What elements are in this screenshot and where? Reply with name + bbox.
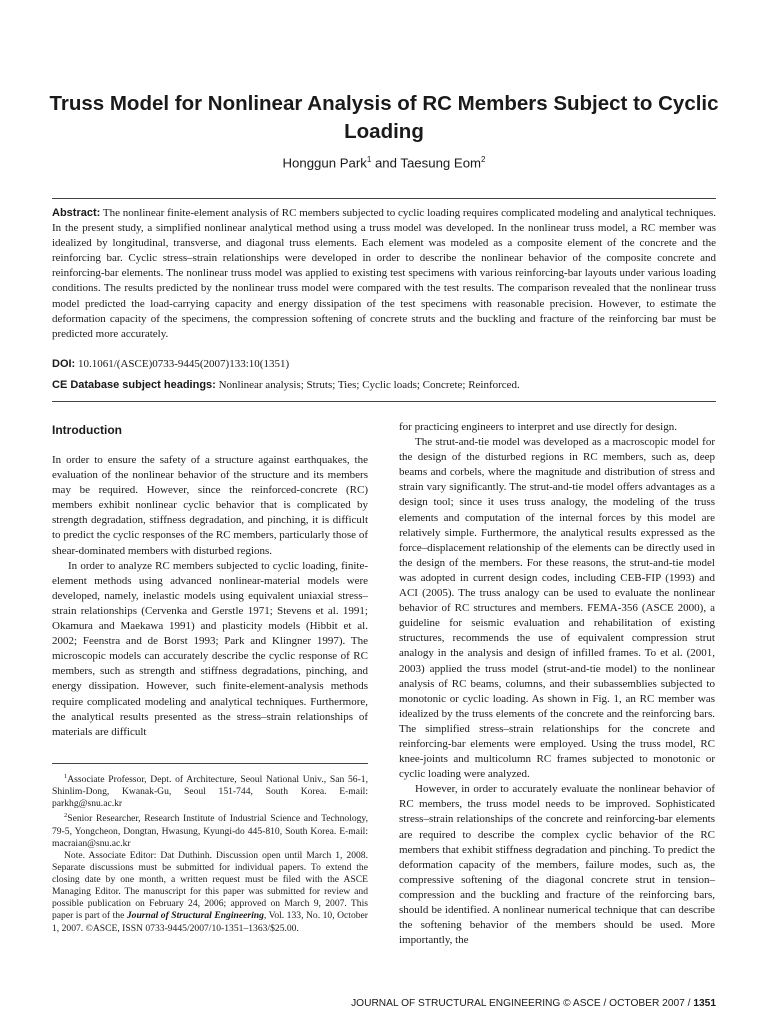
author-connector: and: [371, 155, 401, 171]
page-number: 1351: [693, 998, 716, 1009]
abstract-label: Abstract:: [52, 207, 101, 219]
journal-name: Journal of Structural Engineering: [126, 910, 264, 922]
body-paragraph: for practicing engineers to interpret and use directly for design.: [399, 421, 677, 433]
editorial-note-text: Note. Associate Editor: Dat Duthinh. Discussion open until March 1, 2008. Separate discussions must be submitted for individual papers. To extend the closing date by one month, a written request must be filed with the ASCE Managing Editor. The manuscript for this paper was submitted for review and possible publication on February 24, 2006; approved on March 9, 2007. This paper is part of the: [52, 849, 368, 922]
abstract-top-rule: [52, 198, 716, 199]
running-footer-text: JOURNAL OF STRUCTURAL ENGINEERING © ASCE / OCTOBER 2007 /: [351, 998, 694, 1009]
body-paragraph: In order to analyze RC members subjected to cyclic loading, finite-element methods using advanced nonlinear-material models were developed, namely, inelastic models using equivalent uniaxial stress–strain relationships (Cervenka and Gerstle 1971; Stevens et al. 1991; Okamura and Maekawa 1991) and plasticity models (Hibbit et al. 2002; Feenstra and de Borst 1993; Park and Klingner 1997). The microscopic models can accurately describe the cyclic response of RC members, such as strength and stiffness degradations, pinching, and energy dissipation. However, such finite-element-analysis methods require complicated modeling and analytical techniques. Furthermore, the analytical results presented as the stress–strain relationships of materials are difficult: [52, 559, 368, 738]
footnote-marker: 2: [64, 812, 68, 820]
footnote-affiliation-1: [52, 771, 368, 810]
paper-title: Truss Model for Nonlinear Analysis of RC Members Subject to Cyclic Loading: [49, 92, 719, 143]
author-affiliation-marker: 2: [481, 155, 486, 164]
author-affiliation-marker: 1: [366, 155, 372, 164]
author-name: Taesung Eom: [400, 155, 482, 171]
editorial-note: [52, 850, 368, 935]
footnote-affiliation-2: [52, 810, 368, 849]
author-name: Honggun Park: [282, 155, 367, 171]
abstract: [52, 206, 716, 342]
left-column-body: [52, 453, 368, 740]
footnote-text: Associate Professor, Dept. of Architecture, Seoul National Univ., San 56-1, Shinlim-Dong, Kwanak-Gu, Seoul 151-744, South Korea. E-mail: parkhg@snu.ac.kr: [52, 774, 368, 810]
footnote-text: Senior Researcher, Research Institute of Industrial Science and Technology, 79-5, Yongcheon, Dongtan, Hwasung, Kyungi-do 445-810, South Korea. E-mail: macraian@snu.ac.kr: [52, 813, 368, 849]
author-line: [40, 155, 728, 170]
doi-label: DOI:: [52, 358, 76, 370]
footnote-marker: 1: [64, 773, 68, 780]
right-column-body: [399, 420, 715, 948]
subject-headings-line: [52, 378, 716, 393]
footnote-separator: [52, 763, 368, 764]
running-footer: [52, 998, 716, 1009]
doi-value[interactable]: 10.1061/(ASCE)0733-9445(2007)133:10(1351): [77, 358, 290, 370]
abstract-bottom-rule: [52, 401, 716, 402]
body-paragraph: In order to ensure the safety of a structure against earthquakes, the evaluation of the nonlinear behavior of the structure and its members may be required. However, since the reinforced-concrete (RC) members exhibit nonlinear cyclic behavior that is complicated by strength degradation, stiffness degradation, and pinching, it is difficult to predict the cyclic responses of the RC members, particularly those of shear-dominated members with disturbed regions.: [52, 454, 368, 557]
section-heading-introduction: Introduction: [52, 423, 122, 437]
footnotes: [52, 771, 368, 935]
subject-headings-label: CE Database subject headings:: [52, 379, 216, 391]
abstract-text: The nonlinear finite-element analysis of RC members subjected to cyclic loading requires complicated modeling and analytical techniques. In the present study, a simplified nonlinear analytical method using a truss model was developed. In the nonlinear truss model, a RC member was idealized by longitudinal, transverse, and diagonal truss elements. Each element was modeled as a composite element of the concrete and the reinforcing bar. Cyclic stress–strain relationships were developed in order to describe the nonlinear behavior of the composite concrete and reinforcing-bar elements. The nonlinear truss model was applied to existing test specimens with various reinforcing-bar layouts under various loading conditions. The results predicted by the nonlinear truss model were compared with the test results. The comparison revealed that the nonlinear truss model predicted the load-carrying capacity and energy dissipation of the test specimens with reasonable precision. However, to estimate the deformation capacity of the specimens, the compression softening of concrete struts and the buckling and fracture of the reinforcing bar must be predicted more accurately.: [52, 207, 716, 340]
subject-headings-value: Nonlinear analysis; Struts; Ties; Cyclic loads; Concrete; Reinforced.: [218, 379, 520, 391]
body-paragraph: However, in order to accurately evaluate the nonlinear behavior of RC members, the truss model needs to be improved. Sophisticated stress–strain relationships of the concrete and reinforcing-bar elements are required to describe the complex cyclic behavior of the RC members that exhibit stiffness degradation and pinching. To predict the deformation capacity of the members, failure modes, such as, the compressive softening of the diagonal concrete strut in tension–compression and the buckling and fracture of the reinforcing bars, should be identified. A nonlinear numerical technique that can describe the softening behavior of the members should be used. More importantly, the: [399, 783, 715, 947]
body-paragraph: The strut-and-tie model was developed as a macroscopic model for the design of the disturbed regions in RC members, such as, deep beams and corbels, where the magnitude and distribution of stress and strain vary significantly. The strut-and-tie model offers advantages as a design tool; since it uses truss analogy, the modeling of the truss elements and computation of the internal forces by this model are relatively simple. Furthermore, the analytical results expressed as the force–displacement relationship of the elements can be directly used in the design of the members. For these reasons, the strut-and-tie model was adopted in current design codes, including CEB-FIP (1993) and ACI (2005). The truss analogy can be used to evaluate the nonlinear behavior of RC structures and members. FEMA-356 (ASCE 2000), a guideline for seismic evaluation and rehabilitation of existing structures, recommends the use of equivalent compression strut analogy in the analysis and design of infilled frames. To et al. (2001, 2003) applied the truss model (strut-and-tie model) to the nonlinear analysis of RC beams, columns, and their subassemblies subjected to monotonic or cyclic loading. As shown in Fig. 1, an RC member was idealized by the truss elements of the concrete and the reinforcing bars. The simplified stress–strain relationships for the concrete and reinforcing-bar elements were employed. Using the truss model, RC knee-joints and multicolumn RC frames subjected to monotonic or cyclic loading were analyzed.: [399, 436, 715, 781]
doi-line: [52, 357, 716, 372]
editorial-note-tail: , Vol. 133, No. 10, October 1, 2007. ©ASCE, ISSN 0733-9445/2007/10-1351–1363/$25.00.: [52, 910, 368, 934]
